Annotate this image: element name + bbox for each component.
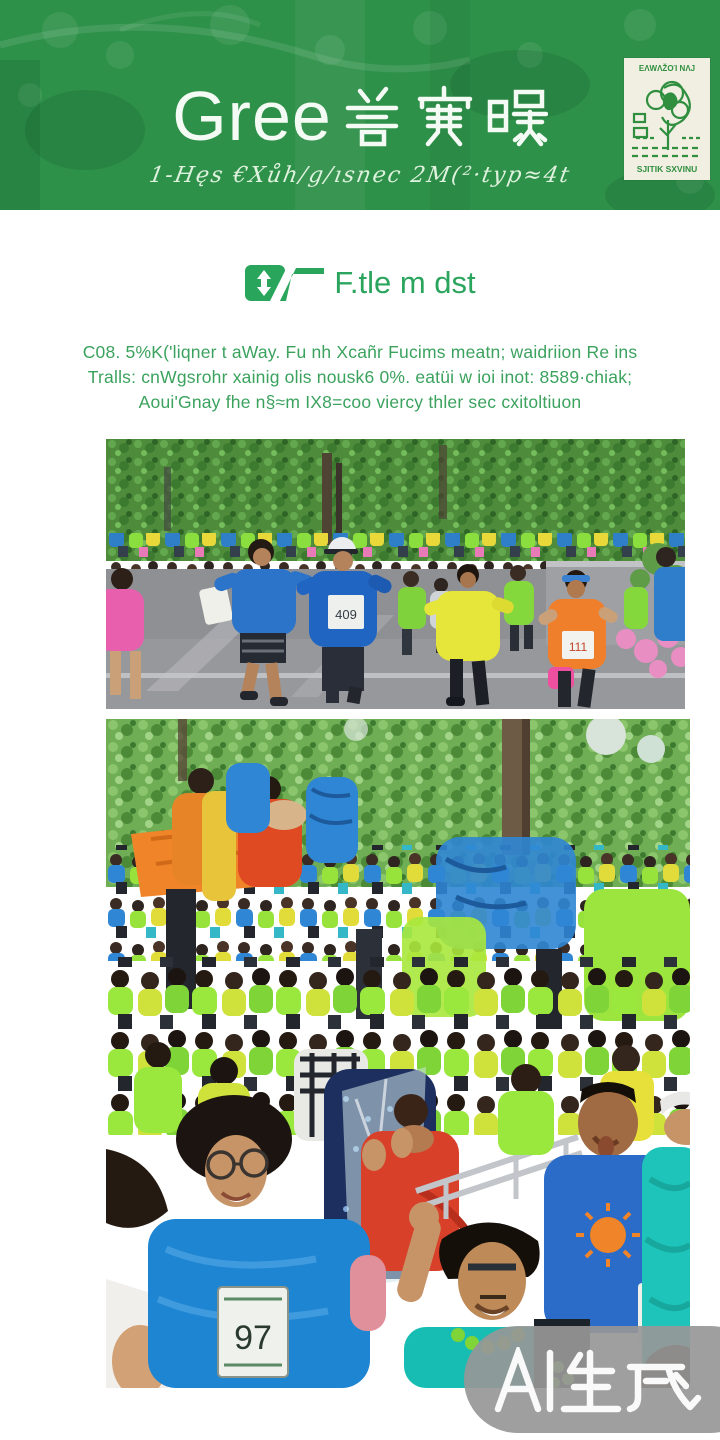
article-line-1: C08. 5%K('liqner t aWay. Fu nh Xcañr Fucims meatn; waidriion Re ins [82,342,638,362]
ai-generated-watermark [464,1326,720,1433]
title-cjk-glyphs [340,84,548,150]
title-latin-text: Gree [172,77,332,155]
ai-generated-watermark-glyphs [492,1347,710,1413]
article-line-3: Aoui'Gnay fhe n§≈m IX8=coo viercy thler sec cxitoltiuon [138,392,582,412]
race-bib-number-3: 97 [234,1319,272,1357]
flag-swoosh-icon [244,263,326,303]
header-banner [0,0,720,210]
race-bib-number-1: 409 [335,607,357,622]
race-bib-number-2: 111 [568,640,588,654]
photo-runners-street[interactable] [106,439,685,709]
photo-crowd-closeup[interactable] [106,719,690,1388]
stamp-logo [624,58,710,180]
article-line-2: Tralls: cnWgsrohr xainig olis nousk6 0%. eatüi w ioi inot: 8589·chiak; [87,367,633,387]
article-text [58,340,662,415]
section-logo [0,261,720,305]
banner-title [0,77,720,155]
stamp-top-text: ΕΛWΛŽΟΊ ΝΛJ [638,64,696,73]
stamp-woodcut-icon [624,58,710,180]
section-logo-label: F.tle m dst [334,265,476,300]
banner-subtitle: 1-Hęs €Xůh/g/ısnec 2M(²·typ≈4t [147,163,573,188]
stamp-bottom-text: SJITIK SXVINU [636,164,698,174]
